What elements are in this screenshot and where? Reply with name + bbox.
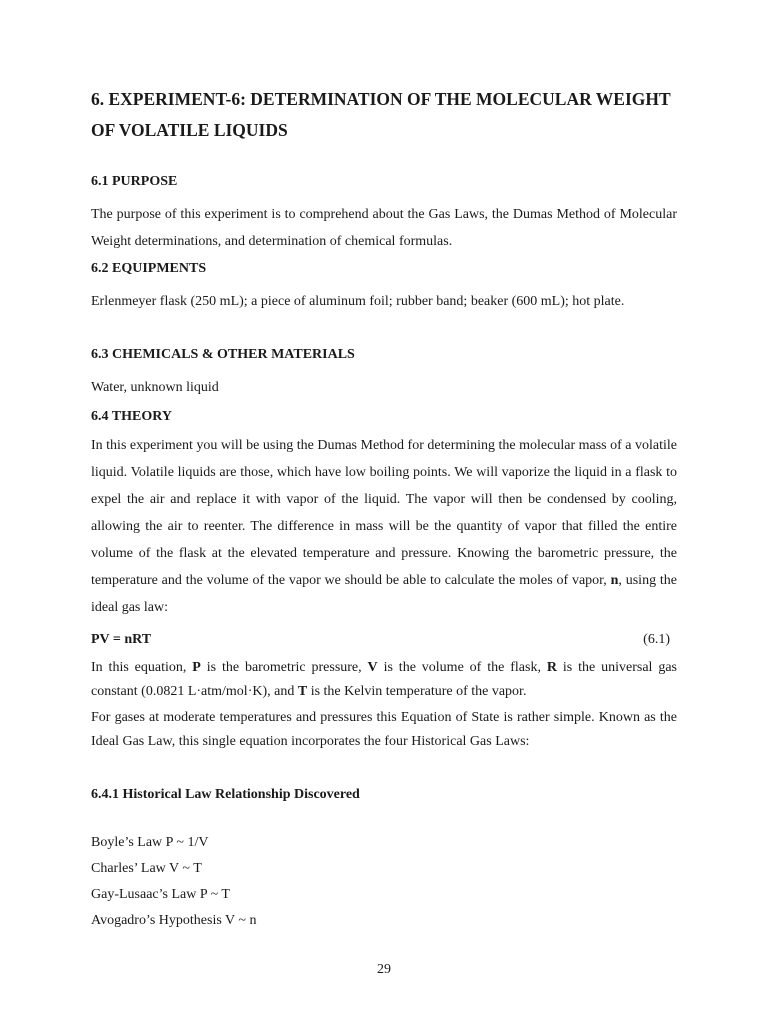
chemicals-text: Water, unknown liquid: [91, 380, 219, 395]
para2-text-1: In this equation,: [91, 660, 193, 675]
para2-text-5: is the Kelvin temperature of the vapor.: [307, 684, 527, 699]
purpose-text: The purpose of this experiment is to comprehend about the Gas Laws, the Dumas Method of Molecular Weight determinations, and determination of chemical formulas.: [91, 207, 677, 249]
equation-text: PV = nRT: [91, 632, 152, 647]
gas-constant-variable: R: [546, 660, 557, 675]
page-number: 29: [377, 962, 391, 977]
historical-heading: 6.4.1 Historical Law Relationship Discovered: [91, 787, 360, 802]
equation-number: (6.1): [643, 632, 670, 647]
chemicals-heading: 6.3 CHEMICALS & OTHER MATERIALS: [91, 347, 355, 362]
equipments-heading: 6.2 EQUIPMENTS: [91, 261, 207, 276]
equipments-text: Erlenmeyer flask (250 mL); a piece of aluminum foil; rubber band; beaker (600 mL); hot plate.: [91, 294, 625, 309]
page-title: 6. EXPERIMENT-6: DETERMINATION OF THE MOLECULAR WEIGHT OF VOLATILE LIQUIDS: [91, 89, 671, 140]
theory-paragraph-1: [91, 432, 677, 621]
para2-text-4: is the universal gas constant (0.0821 L·atm/mol·K), and: [91, 660, 677, 699]
law-item-avogadro: Avogadro’s Hypothesis V ~ n: [91, 913, 257, 928]
theory-paragraph-1-end: , using the ideal gas law:: [91, 573, 677, 615]
para2-text-2: is the barometric pressure,: [200, 660, 368, 675]
moles-variable: n: [610, 573, 619, 588]
pressure-variable: P: [192, 660, 201, 675]
purpose-heading: 6.1 PURPOSE: [91, 174, 178, 189]
temperature-variable: T: [297, 684, 308, 699]
para2-text-3: is the volume of the flask,: [377, 660, 547, 675]
law-item-charles: Charles’ Law V ~ T: [91, 861, 202, 876]
theory-paragraph-2: [91, 656, 677, 704]
law-item-boyle: Boyle’s Law P ~ 1/V: [91, 835, 209, 850]
theory-paragraph-3: For gases at moderate temperatures and pressures this Equation of State is rather simple. Known as the Ideal Gas Law, this single equation incorporates the four Historical Gas Laws:: [91, 710, 677, 749]
theory-paragraph-1-start: In this experiment you will be using the Dumas Method for determining the molecular mass of a volatile liquid. Volatile liquids are those, which have low boiling points. We will vaporize the liquid in a flask to expel the air and replace it with vapor of the liquid. The vapor will then be condensed by cooling, allowing the air to reenter. The difference in mass will be the quantity of vapor that filled the entire volume of the flask at the elevated temperature and pressure. Knowing the barometric pressure, the temperature and the volume of the vapor we should be able to calculate the moles of vapor,: [91, 438, 677, 588]
volume-variable: V: [367, 660, 378, 675]
law-item-gay-lussac: Gay-Lusaac’s Law P ~ T: [91, 887, 230, 902]
theory-heading: 6.4 THEORY: [91, 409, 172, 424]
